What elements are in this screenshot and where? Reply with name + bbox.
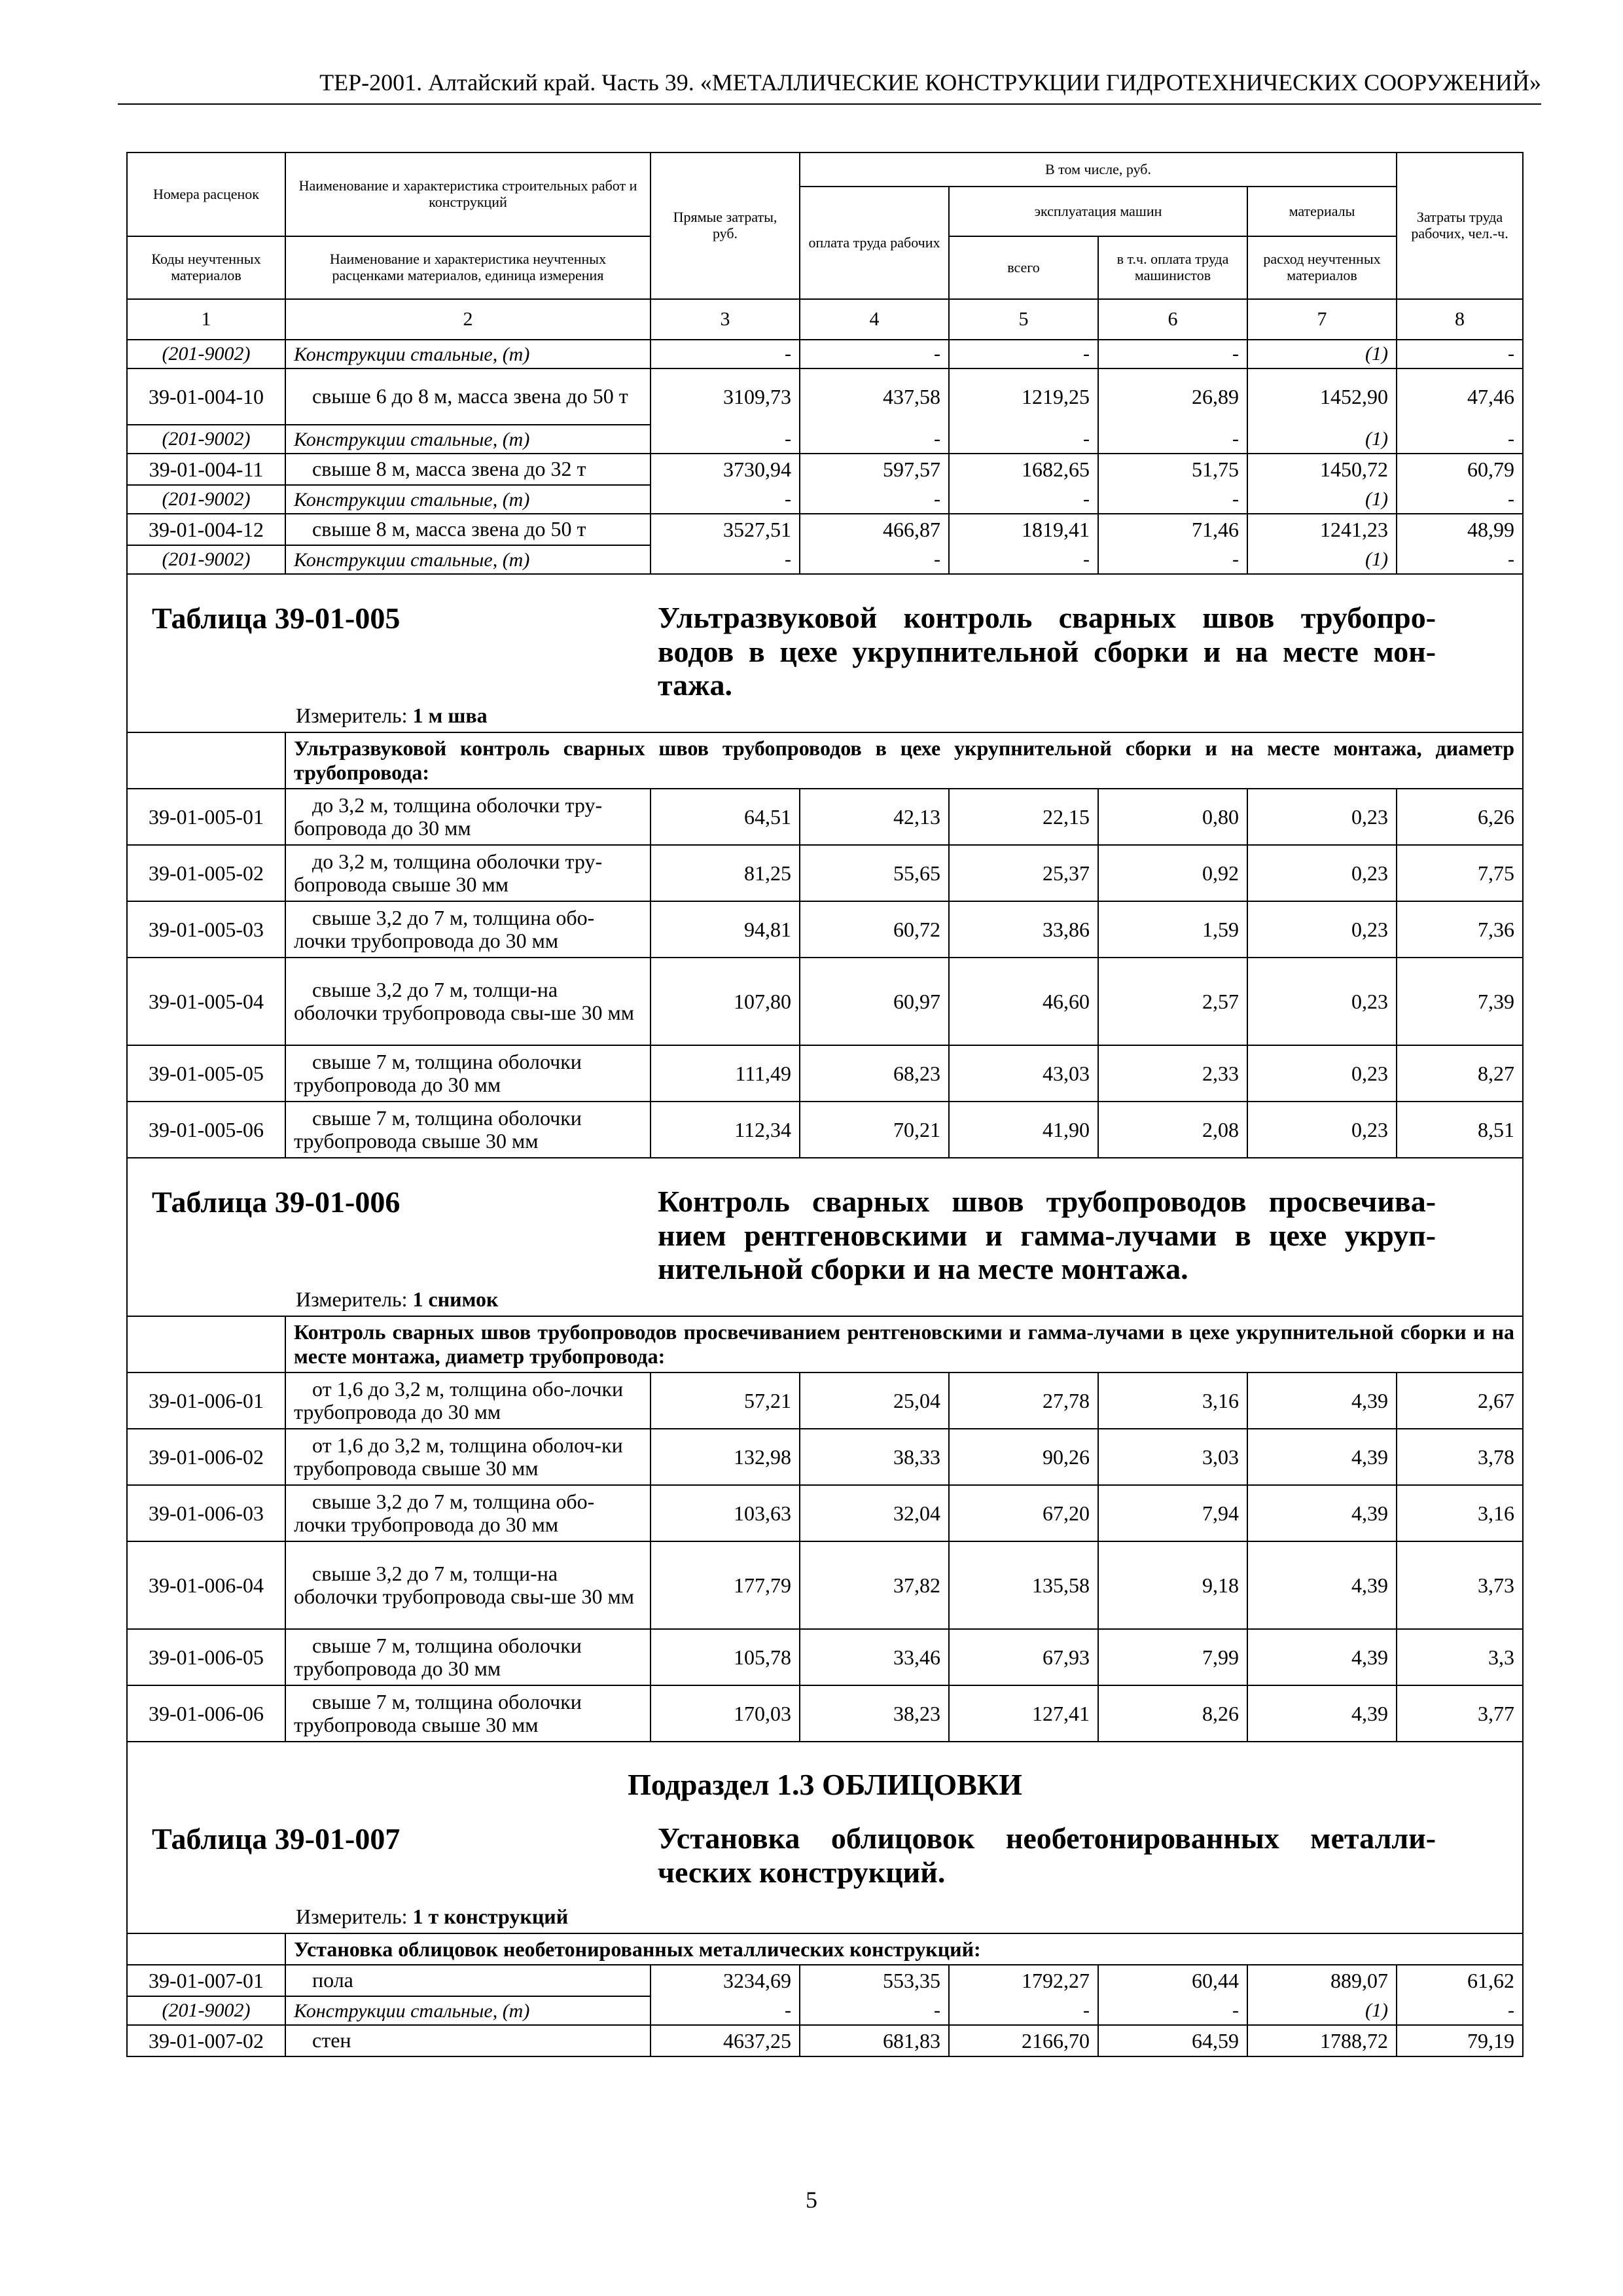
direct-cost: 94,81 [651,901,800,958]
rate-code: 39-01-006-04 [127,1541,285,1629]
machinists-pay: 1,59 [1098,901,1247,958]
materials: 4,39 [1247,1541,1397,1629]
machinists-pay: 64,59 [1098,2025,1247,2056]
machines-total: 41,90 [949,1102,1098,1158]
rate-code: 39-01-005-03 [127,901,285,958]
material-code: (201-9002) [127,545,285,574]
material-code: (201-9002) [127,340,285,368]
machines-total: 90,26 [949,1429,1098,1485]
labor-pay: 38,23 [800,1685,949,1742]
materials: 4,39 [1247,1372,1397,1429]
table-row [127,454,1523,485]
machinists-pay: 51,75 [1098,454,1247,485]
dash: - [651,1996,800,2025]
labor-pay: 55,65 [800,845,949,901]
table-row [127,1541,1523,1629]
spacer [127,1316,285,1372]
material-name: Конструкции стальные, (т) [285,1996,651,2025]
machinists-pay: 2,08 [1098,1102,1247,1158]
material-row [127,425,1523,454]
labor-pay: 597,57 [800,454,949,485]
table-007-heading [127,1742,1523,1933]
machines-total: 22,15 [949,789,1098,845]
materials: 0,23 [1247,789,1397,845]
machinists-pay: 60,44 [1098,1965,1247,1996]
dash: - [949,340,1098,368]
material-code: (201-9002) [127,425,285,454]
labor-hours: 61,62 [1397,1965,1523,1996]
machines-total: 1819,41 [949,514,1098,545]
dash: - [651,545,800,574]
material-row [127,1996,1523,2025]
dash: - [1098,425,1247,454]
page-number: 5 [806,2187,817,2213]
rate-code: 39-01-006-05 [127,1629,285,1685]
material-row [127,545,1523,574]
header-labor-cost: Затраты труда рабочих, чел.-ч. [1397,152,1523,299]
machines-total: 25,37 [949,845,1098,901]
rate-code: 39-01-006-03 [127,1485,285,1541]
measure-value: 1 снимок [412,1287,499,1311]
materials: 4,39 [1247,1429,1397,1485]
machinists-pay: 7,99 [1098,1629,1247,1685]
labor-hours: 7,39 [1397,958,1523,1045]
material-name: Конструкции стальные, (т) [285,545,651,574]
labor-pay: 33,46 [800,1629,949,1685]
table-006-heading [127,1158,1523,1316]
header-unaccounted: расход неучтенных материалов [1247,236,1397,299]
direct-cost: 3234,69 [651,1965,800,1996]
materials: 1452,90 [1247,368,1397,425]
dash: - [1098,340,1247,368]
material-qty: (1) [1247,485,1397,514]
rate-name: стен [285,2025,651,2056]
header-name-materials: Наименование и характеристика неучтенных расценками материалов, единица измерения [285,236,651,299]
rate-name: до 3,2 м, толщина оболочки тру-бопровода свыше 30 мм [285,845,651,901]
labor-hours: 3,3 [1397,1629,1523,1685]
rate-name: свыше 3,2 до 7 м, толщи-на оболочки трубопровода свы-ше 30 мм [285,1541,651,1629]
col-num: 4 [800,299,949,340]
table-005-heading-row [127,574,1523,732]
rate-code: 39-01-005-06 [127,1102,285,1158]
table-title: Таблица 39-01-005 [152,601,401,635]
col-num: 3 [651,299,800,340]
rate-code: 39-01-005-01 [127,789,285,845]
table-description: Контроль сварных швов трубопроводов просвечива-нием рентгеновскими и гамма-лучами в цехе укруп-нительной сборки и на месте монтажа. [658,1185,1436,1286]
measure-unit [296,704,488,728]
rate-name: свыше 3,2 до 7 м, толщина обо-лочки трубопровода до 30 мм [285,1485,651,1541]
table-row [127,514,1523,545]
table-row [127,1965,1523,1996]
labor-pay: 553,35 [800,1965,949,1996]
labor-hours: 3,16 [1397,1485,1523,1541]
machines-total: 1682,65 [949,454,1098,485]
materials: 1788,72 [1247,2025,1397,2056]
dash: - [800,425,949,454]
machinists-pay: 7,94 [1098,1485,1247,1541]
table-row [127,1685,1523,1742]
machines-total: 2166,70 [949,2025,1098,2056]
dash: - [1098,485,1247,514]
rate-name: свыше 3,2 до 7 м, толщина обо-лочки трубопровода до 30 мм [285,901,651,958]
labor-hours: 3,77 [1397,1685,1523,1742]
machinists-pay: 9,18 [1098,1541,1247,1629]
machines-total: 27,78 [949,1372,1098,1429]
labor-hours: 7,36 [1397,901,1523,958]
labor-hours: 8,27 [1397,1045,1523,1102]
dash: - [651,340,800,368]
table-row [127,901,1523,958]
table-row [127,1045,1523,1102]
table-row [127,1629,1523,1685]
header-total: всего [949,236,1098,299]
rate-name: свыше 7 м, толщина оболочки трубопровода до 30 мм [285,1629,651,1685]
labor-hours: 2,67 [1397,1372,1523,1429]
dash: - [800,485,949,514]
table-007-heading-row [127,1742,1523,1933]
section-row [127,1316,1523,1372]
table-006-heading-row [127,1158,1523,1316]
measure-value: 1 м шва [412,704,488,727]
dash: - [651,425,800,454]
col-num: 6 [1098,299,1247,340]
rate-code: 39-01-006-06 [127,1685,285,1742]
dash: - [1397,425,1523,454]
table-row [127,1429,1523,1485]
dash: - [651,485,800,514]
rate-code: 39-01-004-11 [127,454,285,485]
rate-name: от 1,6 до 3,2 м, толщина оболоч-ки трубопровода свыше 30 мм [285,1429,651,1485]
materials: 0,23 [1247,958,1397,1045]
dash: - [800,340,949,368]
col-num: 7 [1247,299,1397,340]
labor-hours: 3,78 [1397,1429,1523,1485]
header-row-1 [127,152,1523,187]
rate-code: 39-01-004-12 [127,514,285,545]
dash: - [949,485,1098,514]
direct-cost: 3527,51 [651,514,800,545]
section-heading: Установка облицовок необетонированных металлических конструкций: [285,1933,1523,1965]
material-qty: (1) [1247,425,1397,454]
machines-total: 135,58 [949,1541,1098,1629]
labor-hours: 3,73 [1397,1541,1523,1629]
measure-label: Измеритель: [296,1905,408,1928]
dash: - [1397,1996,1523,2025]
rate-code: 39-01-007-01 [127,1965,285,1996]
rate-name: свыше 8 м, масса звена до 50 т [285,514,651,545]
spacer [127,1933,285,1965]
material-code: (201-9002) [127,485,285,514]
rate-name: свыше 3,2 до 7 м, толщи-на оболочки трубопровода свы-ше 30 мм [285,958,651,1045]
rate-code: 39-01-004-10 [127,368,285,425]
column-numbers-row [127,299,1523,340]
direct-cost: 105,78 [651,1629,800,1685]
machinists-pay: 0,80 [1098,789,1247,845]
direct-cost: 132,98 [651,1429,800,1485]
section-heading: Ультразвуковой контроль сварных швов трубопроводов в цехе укрупнительной сборки и на месте монтажа, диаметр трубопровода: [285,732,1523,789]
machines-total: 1219,25 [949,368,1098,425]
measure-unit [296,1905,568,1929]
labor-pay: 437,58 [800,368,949,425]
rate-name: свыше 8 м, масса звена до 32 т [285,454,651,485]
table-description: Установка облицовок необетонированных металли-ческих конструкций. [658,1821,1436,1889]
labor-hours: 47,46 [1397,368,1523,425]
dash: - [1098,1996,1247,2025]
material-qty: (1) [1247,545,1397,574]
material-qty: (1) [1247,1996,1397,2025]
dash: - [1098,545,1247,574]
header-codes-materials: Коды неучтенных материалов [127,236,285,299]
direct-cost: 57,21 [651,1372,800,1429]
machinists-pay: 2,57 [1098,958,1247,1045]
spacer [127,732,285,789]
table-description: Ультразвуковой контроль сварных швов трубопро-водов в цехе укрупнительной сборки и на месте мон-тажа. [658,601,1436,702]
table-row [127,2025,1523,2056]
labor-pay: 60,72 [800,901,949,958]
measure-unit [296,1287,498,1312]
machines-total: 46,60 [949,958,1098,1045]
machines-total: 43,03 [949,1045,1098,1102]
header-name: Наименование и характеристика строительных работ и конструкций [285,152,651,236]
rates-table [126,152,1524,2057]
labor-hours: 6,26 [1397,789,1523,845]
labor-pay: 42,13 [800,789,949,845]
machines-total: 33,86 [949,901,1098,958]
materials: 1241,23 [1247,514,1397,545]
header-machines: эксплуатация машин [949,187,1247,236]
table-row [127,1102,1523,1158]
section-row [127,1933,1523,1965]
machines-total: 127,41 [949,1685,1098,1742]
rate-name: от 1,6 до 3,2 м, толщина обо-лочки трубопровода до 30 мм [285,1372,651,1429]
materials: 0,23 [1247,1102,1397,1158]
labor-pay: 38,33 [800,1429,949,1485]
table-row [127,958,1523,1045]
dash: - [949,425,1098,454]
measure-label: Измеритель: [296,1287,408,1311]
labor-pay: 25,04 [800,1372,949,1429]
material-row [127,485,1523,514]
col-num: 5 [949,299,1098,340]
labor-pay: 70,21 [800,1102,949,1158]
materials: 0,23 [1247,901,1397,958]
direct-cost: 81,25 [651,845,800,901]
header-direct-cost: Прямые затраты, руб. [651,152,800,299]
labor-hours: 60,79 [1397,454,1523,485]
dash: - [1397,485,1523,514]
labor-hours: 48,99 [1397,514,1523,545]
header-labor: оплата труда рабочих [800,187,949,299]
header-machinists: в т.ч. оплата труда машинистов [1098,236,1247,299]
labor-pay: 32,04 [800,1485,949,1541]
table-row [127,1372,1523,1429]
materials: 0,23 [1247,845,1397,901]
material-name: Конструкции стальные, (т) [285,425,651,454]
direct-cost: 112,34 [651,1102,800,1158]
table-row [127,1485,1523,1541]
table-005-heading [127,574,1523,732]
rate-name: свыше 6 до 8 м, масса звена до 50 т [285,368,651,425]
labor-pay: 68,23 [800,1045,949,1102]
subsection-title: Подраздел 1.3 ОБЛИЦОВКИ [628,1768,1022,1801]
rate-name: до 3,2 м, толщина оболочки тру-бопровода до 30 мм [285,789,651,845]
rate-name: свыше 7 м, толщина оболочки трубопровода свыше 30 мм [285,1685,651,1742]
section-row [127,732,1523,789]
rate-code: 39-01-005-04 [127,958,285,1045]
measure-label: Измеритель: [296,704,408,727]
material-name: Конструкции стальные, (т) [285,340,651,368]
direct-cost: 64,51 [651,789,800,845]
machinists-pay: 3,03 [1098,1429,1247,1485]
dash: - [1397,340,1523,368]
material-code: (201-9002) [127,1996,285,2025]
header-rule [118,103,1541,105]
table-row [127,845,1523,901]
rate-name: свыше 7 м, толщина оболочки трубопровода до 30 мм [285,1045,651,1102]
machines-total: 67,93 [949,1629,1098,1685]
direct-cost: 4637,25 [651,2025,800,2056]
materials: 4,39 [1247,1685,1397,1742]
dash: - [949,545,1098,574]
dash: - [1397,545,1523,574]
direct-cost: 170,03 [651,1685,800,1742]
machinists-pay: 71,46 [1098,514,1247,545]
materials: 4,39 [1247,1485,1397,1541]
machinists-pay: 8,26 [1098,1685,1247,1742]
rate-name: свыше 7 м, толщина оболочки трубопровода свыше 30 мм [285,1102,651,1158]
machines-total: 1792,27 [949,1965,1098,1996]
col-num: 1 [127,299,285,340]
col-num: 8 [1397,299,1523,340]
materials: 889,07 [1247,1965,1397,1996]
dash: - [800,1996,949,2025]
running-head: ТЕР-2001. Алтайский край. Часть 39. «МЕТАЛЛИЧЕСКИЕ КОНСТРУКЦИИ ГИДРОТЕХНИЧЕСКИХ СООРУЖЕНИЙ» [319,69,1541,96]
materials: 4,39 [1247,1629,1397,1685]
machinists-pay: 0,92 [1098,845,1247,901]
rate-code: 39-01-006-01 [127,1372,285,1429]
direct-cost: 3109,73 [651,368,800,425]
machinists-pay: 3,16 [1098,1372,1247,1429]
section-heading: Контроль сварных швов трубопроводов просвечиванием рентгеновскими и гамма-лучами в цехе укрупнительной сборки и на месте монтажа, диаметр трубопровода: [285,1316,1523,1372]
material-name: Конструкции стальные, (т) [285,485,651,514]
rate-code: 39-01-006-02 [127,1429,285,1485]
direct-cost: 103,63 [651,1485,800,1541]
table-row [127,789,1523,845]
labor-hours: 8,51 [1397,1102,1523,1158]
materials: 1450,72 [1247,454,1397,485]
material-qty: (1) [1247,340,1397,368]
table-title: Таблица 39-01-007 [152,1822,401,1856]
labor-hours: 79,19 [1397,2025,1523,2056]
rate-name: пола [285,1965,651,1996]
header-incl: В том числе, руб. [800,152,1397,187]
col-num: 2 [285,299,651,340]
direct-cost: 177,79 [651,1541,800,1629]
labor-hours: 7,75 [1397,845,1523,901]
table-row [127,368,1523,425]
rate-code: 39-01-005-02 [127,845,285,901]
header-codes: Номера расценок [127,152,285,236]
direct-cost: 111,49 [651,1045,800,1102]
dash: - [800,545,949,574]
materials: 0,23 [1247,1045,1397,1102]
table-title: Таблица 39-01-006 [152,1185,401,1219]
direct-cost: 3730,94 [651,454,800,485]
rate-code: 39-01-007-02 [127,2025,285,2056]
dash: - [949,1996,1098,2025]
labor-pay: 37,82 [800,1541,949,1629]
measure-value: 1 т конструкций [412,1905,569,1928]
header-materials: материалы [1247,187,1397,236]
machinists-pay: 26,89 [1098,368,1247,425]
labor-pay: 681,83 [800,2025,949,2056]
material-row [127,340,1523,368]
rate-code: 39-01-005-05 [127,1045,285,1102]
direct-cost: 107,80 [651,958,800,1045]
machinists-pay: 2,33 [1098,1045,1247,1102]
labor-pay: 60,97 [800,958,949,1045]
labor-pay: 466,87 [800,514,949,545]
machines-total: 67,20 [949,1485,1098,1541]
